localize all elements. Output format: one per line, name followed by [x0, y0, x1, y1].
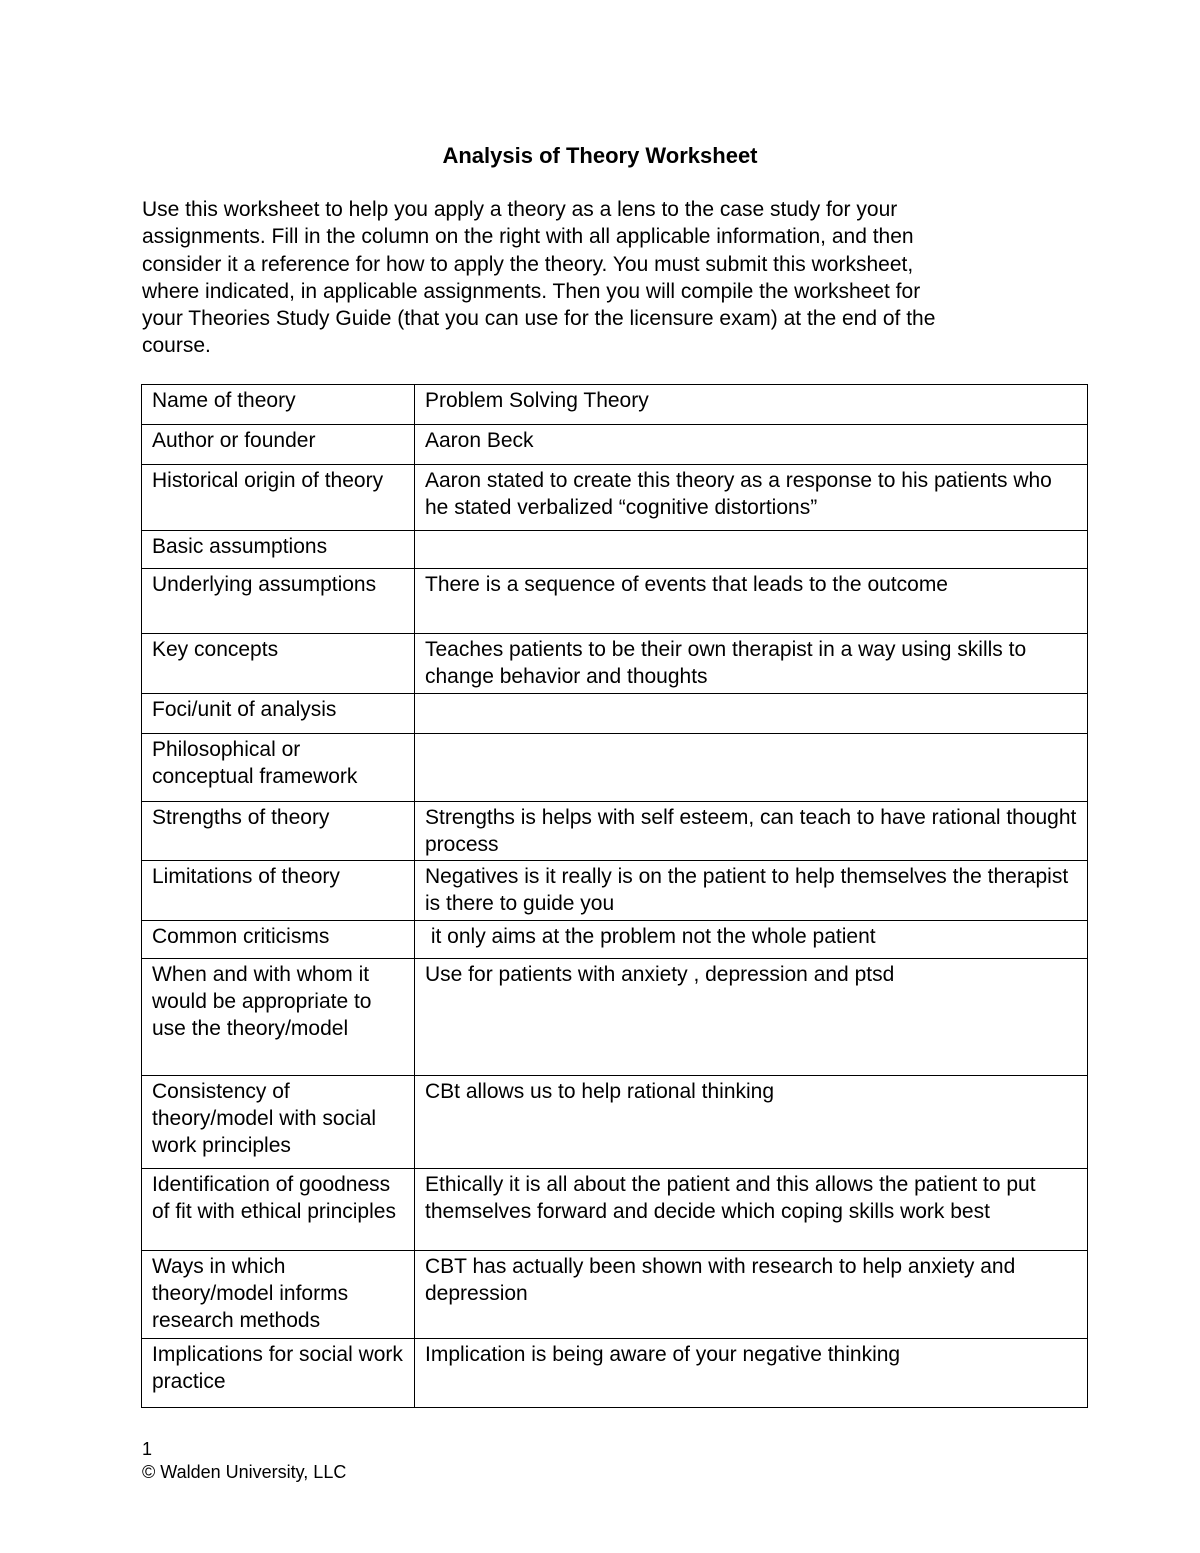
row-label: Strengths of theory — [142, 801, 415, 861]
row-label: Philosophical or conceptual framework — [142, 733, 415, 801]
row-value: Implication is being aware of your negative thinking — [415, 1338, 1088, 1407]
row-label: Common criticisms — [142, 920, 415, 958]
page-title: Analysis of Theory Worksheet — [442, 143, 758, 168]
row-label: When and with whom it would be appropriate to use the theory/model — [142, 958, 415, 1075]
instructions-line: consider it a reference for how to apply the theory. You must submit this worksheet, — [142, 252, 914, 276]
table-row — [142, 425, 1088, 465]
table-row — [142, 385, 1088, 425]
table-row — [142, 801, 1088, 861]
row-label: Basic assumptions — [142, 531, 415, 569]
table-row — [142, 861, 1088, 921]
table-row — [142, 1168, 1088, 1250]
table-row — [142, 1075, 1088, 1168]
row-value: Aaron stated to create this theory as a response to his patients who he stated verbalized “cognitive distortions” — [415, 465, 1088, 531]
row-label: Foci/unit of analysis — [142, 693, 415, 733]
instructions-line: assignments. Fill in the column on the right with all applicable information, and then — [142, 225, 914, 249]
page-number: 1 — [142, 1439, 153, 1459]
row-label: Name of theory — [142, 385, 415, 425]
instructions-line: where indicated, in applicable assignments. Then you will compile the worksheet for — [142, 279, 921, 303]
row-value: CBT has actually been shown with research to help anxiety and depression — [415, 1250, 1088, 1338]
row-label: Key concepts — [142, 634, 415, 694]
row-value: Ethically it is all about the patient and this allows the patient to put themselves forward and decide which coping skills work best — [415, 1168, 1088, 1250]
row-value: Problem Solving Theory — [415, 385, 1088, 425]
instructions-paragraph — [142, 196, 1052, 360]
table-row — [142, 1338, 1088, 1407]
copyright-notice: © Walden University, LLC — [142, 1462, 347, 1482]
row-value: CBt allows us to help rational thinking — [415, 1075, 1088, 1168]
row-value: Teaches patients to be their own therapist in a way using skills to change behavior and thoughts — [415, 634, 1088, 694]
row-label: Implications for social work practice — [142, 1338, 415, 1407]
row-value — [415, 531, 1088, 569]
row-label: Consistency of theory/model with social work principles — [142, 1075, 415, 1168]
row-label: Underlying assumptions — [142, 569, 415, 634]
row-value — [415, 693, 1088, 733]
row-value: Strengths is helps with self esteem, can teach to have rational thought process — [415, 801, 1088, 861]
table-row — [142, 733, 1088, 801]
row-label: Author or founder — [142, 425, 415, 465]
row-value — [415, 733, 1088, 801]
instructions-line: Use this worksheet to help you apply a theory as a lens to the case study for your — [142, 198, 898, 221]
row-value: There is a sequence of events that leads to the outcome — [415, 569, 1088, 634]
table-row — [142, 1250, 1088, 1338]
table-row — [142, 958, 1088, 1075]
row-label: Ways in which theory/model informs research methods — [142, 1250, 415, 1338]
table-row — [142, 634, 1088, 694]
row-label: Historical origin of theory — [142, 465, 415, 531]
table-row — [142, 920, 1088, 958]
instructions-line: your Theories Study Guide (that you can use for the licensure exam) at the end of the — [142, 307, 936, 331]
row-value: Negatives is it really is on the patient to help themselves the therapist is there to guide you — [415, 861, 1088, 921]
page-footer — [142, 1438, 346, 1484]
row-value: Use for patients with anxiety , depression and ptsd — [415, 958, 1088, 1075]
row-label: Identification of goodness of fit with ethical principles — [142, 1168, 415, 1250]
row-value: it only aims at the problem not the whole patient — [415, 920, 1088, 958]
row-value: Aaron Beck — [415, 425, 1088, 465]
theory-worksheet-table — [141, 384, 1088, 1408]
instructions-line: course. — [142, 334, 211, 358]
table-row — [142, 569, 1088, 634]
row-label: Limitations of theory — [142, 861, 415, 921]
table-row — [142, 465, 1088, 531]
table-row — [142, 693, 1088, 733]
table-row — [142, 531, 1088, 569]
